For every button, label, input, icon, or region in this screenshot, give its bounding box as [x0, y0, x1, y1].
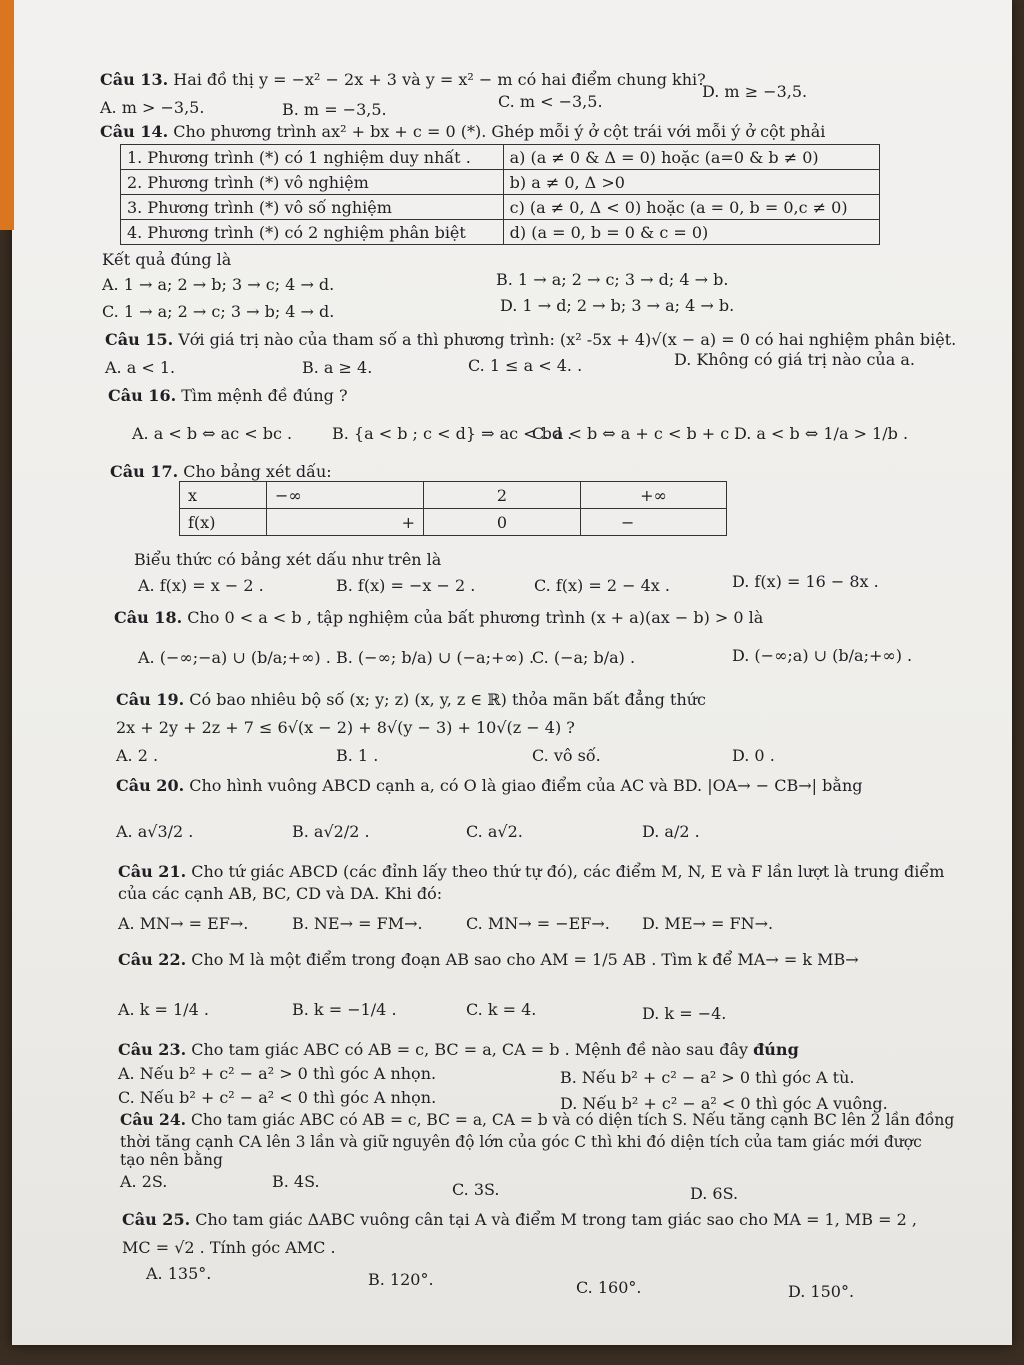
q23-option-c[interactable]: C. Nếu b² + c² − a² < 0 thì góc A nhọn. [118, 1088, 437, 1107]
q16-option-d[interactable]: D. a < b ⇔ 1/a > 1/b . [734, 424, 909, 443]
q19-option-d[interactable]: D. 0 . [732, 746, 775, 765]
q23-option-a[interactable]: A. Nếu b² + c² − a² > 0 thì góc A nhọn. [118, 1064, 437, 1083]
q16-text: Câu 16. Tìm mệnh đề đúng ? [108, 386, 348, 405]
q22-option-c[interactable]: C. k = 4. [466, 1000, 537, 1019]
table-row: 3. Phương trình (*) vô số nghiệm c) (a ≠ 0, Δ < 0) hoặc (a = 0, b = 0,c ≠ 0) [121, 195, 880, 220]
q24-option-d[interactable]: D. 6S. [690, 1184, 739, 1203]
table-row: 2. Phương trình (*) vô nghiệm b) a ≠ 0, Δ >0 [121, 170, 880, 195]
q21-text: Câu 21. Cho tứ giác ABCD (các đỉnh lấy theo thứ tự đó), các điểm M, N, E và F lần lượt là trung điểm [118, 862, 945, 881]
q17-option-c[interactable]: C. f(x) = 2 − 4x . [534, 576, 670, 595]
q21-option-b[interactable]: B. NE→ = FM→. [292, 914, 423, 933]
q20-option-c[interactable]: C. a√2. [466, 822, 523, 841]
q19-option-a[interactable]: A. 2 . [116, 746, 159, 765]
q18-option-c[interactable]: C. (−a; b/a) . [532, 648, 636, 667]
q25-option-b[interactable]: B. 120°. [368, 1270, 434, 1289]
q18-option-b[interactable]: B. (−∞; b/a) ∪ (−a;+∞) . [336, 648, 535, 667]
q18-text: Câu 18. Cho 0 < a < b , tập nghiệm của bất phương trình (x + a)(ax − b) > 0 là [114, 608, 764, 627]
q21-option-c[interactable]: C. MN→ = −EF→. [466, 914, 610, 933]
q21-option-a[interactable]: A. MN→ = EF→. [118, 914, 249, 933]
q14-option-b[interactable]: B. 1 → a; 2 → c; 3 → d; 4 → b. [496, 270, 729, 289]
q20-option-d[interactable]: D. a/2 . [642, 822, 700, 841]
q24-text-2: thời tăng cạnh CA lên 3 lần và giữ nguyên độ lớn của góc C thì khi đó diện tích của tam giác mới được [120, 1133, 922, 1151]
table-row: x −∞ 2 +∞ [180, 482, 727, 509]
q16-option-c[interactable]: C. a < b ⇔ a + c < b + c . [532, 424, 740, 443]
q13-option-c[interactable]: C. m < −3,5. [498, 92, 603, 111]
q23-option-b[interactable]: B. Nếu b² + c² − a² > 0 thì góc A tù. [560, 1068, 855, 1087]
q18-option-d[interactable]: D. (−∞;a) ∪ (b/a;+∞) . [732, 646, 913, 665]
q13-text: Câu 13. Hai đồ thị y = −x² − 2x + 3 và y = x² − m có hai điểm chung khi? [100, 70, 706, 89]
q25-text-2: MC = √2 . Tính góc AMC . [122, 1238, 336, 1257]
q17-option-a[interactable]: A. f(x) = x − 2 . [138, 576, 264, 595]
q14-match-table [120, 144, 880, 245]
q19-text: Câu 19. Có bao nhiêu bộ số (x; y; z) (x, y, z ∈ ℝ) thỏa mãn bất đẳng thức [116, 690, 707, 709]
q19-inequality: 2x + 2y + 2z + 7 ≤ 6√(x − 2) + 8√(y − 3) + 10√(z − 4) ? [116, 718, 575, 737]
q22-option-a[interactable]: A. k = 1/4 . [118, 1000, 209, 1019]
q22-option-d[interactable]: D. k = −4. [642, 1004, 727, 1023]
q14-option-c[interactable]: C. 1 → a; 2 → c; 3 → b; 4 → d. [102, 302, 335, 321]
q17-text: Câu 17. Cho bảng xét dấu: [110, 462, 332, 481]
q20-option-a[interactable]: A. a√3/2 . [116, 822, 194, 841]
q19-option-b[interactable]: B. 1 . [336, 746, 379, 765]
q25-option-d[interactable]: D. 150°. [788, 1282, 855, 1301]
q16-option-b[interactable]: B. {a < b ; c < d} ⇒ ac < bd . [332, 424, 573, 443]
table-row: 1. Phương trình (*) có 1 nghiệm duy nhất . a) (a ≠ 0 & Δ = 0) hoặc (a=0 & b ≠ 0) [121, 145, 880, 170]
q20-option-b[interactable]: B. a√2/2 . [292, 822, 370, 841]
q13-option-b[interactable]: B. m = −3,5. [282, 100, 387, 119]
q13-option-a[interactable]: A. m > −3,5. [100, 98, 205, 117]
q14-text: Câu 14. Cho phương trình ax² + bx + c = 0 (*). Ghép mỗi ý ở cột trái với mỗi ý ở cột phải [100, 122, 826, 141]
q24-option-c[interactable]: C. 3S. [452, 1180, 500, 1199]
q15-option-a[interactable]: A. a < 1. [105, 358, 176, 377]
q14-result-label: Kết quả đúng là [102, 250, 232, 269]
q15-text: Câu 15. Với giá trị nào của tham số a thì phương trình: (x² -5x + 4)√(x − a) = 0 có hai nghiệm phân biệt. [105, 330, 957, 349]
q15-option-d[interactable]: D. Không có giá trị nào của a. [674, 350, 915, 369]
orange-edge [0, 0, 14, 230]
q23-text: Câu 23. Cho tam giác ABC có AB = c, BC = a, CA = b . Mệnh đề nào sau đây đúng [118, 1040, 799, 1059]
exam-paper [12, 0, 1012, 1345]
q24-option-b[interactable]: B. 4S. [272, 1172, 320, 1191]
q22-option-b[interactable]: B. k = −1/4 . [292, 1000, 397, 1019]
q25-option-a[interactable]: A. 135°. [146, 1264, 212, 1283]
q17-prompt: Biểu thức có bảng xét dấu như trên là [134, 550, 442, 569]
q14-option-d[interactable]: D. 1 → d; 2 → b; 3 → a; 4 → b. [500, 296, 735, 315]
q16-option-a[interactable]: A. a < b ⇔ ac < bc . [132, 424, 293, 443]
q24-text: Câu 24. Cho tam giác ABC có AB = c, BC = a, CA = b và có diện tích S. Nếu tăng cạnh BC lên 2 lần đồng [120, 1110, 955, 1129]
q14-option-a[interactable]: A. 1 → a; 2 → b; 3 → c; 4 → d. [102, 275, 335, 294]
q25-text: Câu 25. Cho tam giác ΔABC vuông cân tại A và điểm M trong tam giác sao cho MA = 1, MB = 2 , [122, 1210, 917, 1229]
q17-option-d[interactable]: D. f(x) = 16 − 8x . [732, 572, 879, 591]
table-row: 4. Phương trình (*) có 2 nghiệm phân biệt d) (a = 0, b = 0 & c = 0) [121, 220, 880, 245]
q18-option-a[interactable]: A. (−∞;−a) ∪ (b/a;+∞) . [138, 648, 331, 667]
q17-sign-table [179, 481, 727, 536]
q20-text: Câu 20. Cho hình vuông ABCD cạnh a, có O là giao điểm của AC và BD. |OA→ − CB→| bằng [116, 776, 863, 795]
q22-text: Câu 22. Cho M là một điểm trong đoạn AB sao cho AM = 1/5 AB . Tìm k để MA→ = k MB→ [118, 950, 859, 969]
q21-text-2: của các cạnh AB, BC, CD và DA. Khi đó: [118, 884, 443, 903]
q25-option-c[interactable]: C. 160°. [576, 1278, 642, 1297]
q23-option-d[interactable]: D. Nếu b² + c² − a² < 0 thì góc A vuông. [560, 1094, 888, 1113]
table-row: f(x) + 0 − [180, 509, 727, 536]
q17-option-b[interactable]: B. f(x) = −x − 2 . [336, 576, 476, 595]
q21-option-d[interactable]: D. ME→ = FN→. [642, 914, 774, 933]
q15-option-c[interactable]: C. 1 ≤ a < 4. . [468, 356, 583, 375]
q15-option-b[interactable]: B. a ≥ 4. [302, 358, 373, 377]
q24-text-3: tạo nên bằng [120, 1151, 223, 1169]
q24-option-a[interactable]: A. 2S. [120, 1172, 168, 1191]
q19-option-c[interactable]: C. vô số. [532, 746, 601, 765]
q13-option-d[interactable]: D. m ≥ −3,5. [702, 82, 808, 101]
